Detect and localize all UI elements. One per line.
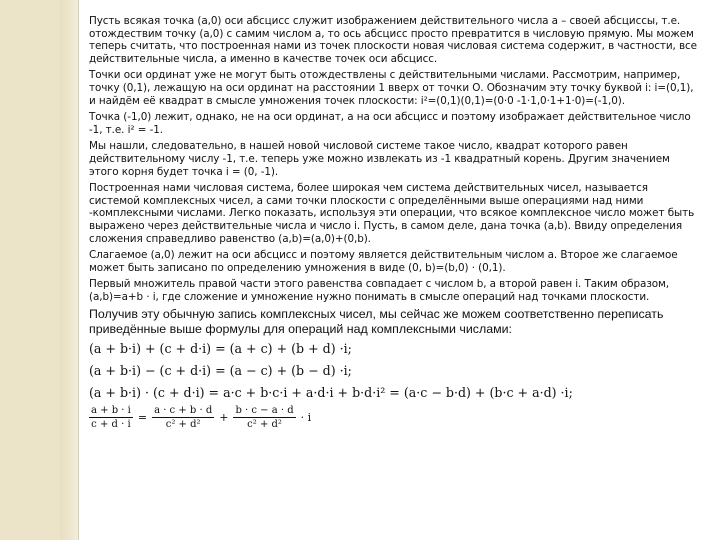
paragraph-complex-system: Построенная нами числовая система, более широкая чем система действительных чисел, называется системой комплексных чисел, а сами точки плоскости с определёнными выше операциями над ними -комплексными числами. Легко показать, используя эти операции, что всякое комплексное число может быть выражено через действительные числа и число i. Пусть, в самом деле, дана точка (а,b). Ввиду определения сложения справедливо равенство (a,b)=(a,0)+(0,b). [89, 182, 695, 245]
fraction-denominator: c + d · i [91, 419, 131, 431]
fraction-quotient [89, 405, 133, 430]
paragraph-summand: Слагаемое (а,0) лежит на оси абсцисс и поэтому является действительным числом а. Второе же слагаемое может быть записано по определению умножения в виде (0, b)=(b,0) · (0,1). [89, 249, 678, 274]
slide-content [89, 15, 701, 430]
decorative-sidebar [0, 0, 78, 540]
imaginary-unit-factor: · i [300, 411, 312, 425]
equals-sign: = [137, 411, 148, 425]
paragraph-formulas-intro: Получив эту обычную запись комплексных чисел, мы сейчас же можем соответственно переписать приведённые выше формулы для операций над комплексными числами: [89, 307, 664, 337]
sidebar-shade [60, 0, 78, 540]
paragraph-square-root: Мы нашли, следовательно, в нашей новой числовой системе такое число, квадрат которого равен действительному числу -1, т.е. теперь уже можно извлекать из -1 квадратный корень. Другим значением этого корня будет точка i = (0, -1). [89, 140, 670, 178]
fraction-real-part [152, 405, 214, 430]
fraction-imaginary-part [233, 405, 295, 430]
paragraph-first-factor: Первый множитель правой части этого равенства совпадает с числом b, а второй равен i. Таким образом, (a,b)=a+b · i, где сложение и умножение нужно понимать в смысле операций над точками плоскости. [89, 278, 670, 303]
fraction-numerator: a + b · i [91, 405, 131, 417]
paragraph-point-minus-one: Точка (-1,0) лежит, однако, не на оси ординат, а на оси абсцисс и поэтому изображает действительное число -1, т.е. i² = -1. [89, 111, 691, 136]
plus-sign: + [219, 411, 229, 425]
formula-division [89, 405, 701, 430]
formula-addition: (a + b·i) + (c + d·i) = (a + c) + (b + d) ·i; [89, 341, 352, 357]
fraction-denominator: c² + d² [247, 419, 282, 431]
fraction-numerator: b · c − a · d [235, 405, 294, 417]
fraction-denominator: c² + d² [165, 419, 201, 431]
formula-subtraction: (a + b·i) − (c + d·i) = (a − c) + (b − d) ·i; [89, 363, 352, 379]
page-edge-line [78, 0, 79, 540]
fraction-numerator: a · c + b · d [154, 405, 213, 417]
paragraph-real-axis: Пусть всякая точка (а,0) оси абсцисс служит изображением действительного числа а – своей абсциссы, т.е. отождествим точку (а,0) с самим числом а, то ось абсцисс просто превратится в числовую прямую. Мы можем теперь считать, что построенная нами из точек плоскости новая числовая система содержит, в частности, все действительные числа, а именно в качестве точек оси абсцисс. [89, 15, 697, 65]
paragraph-ordinate-points: Точки оси ординат уже не могут быть отождествлены с действительными числами. Рассмотрим, например, точку (0,1), лежащую на оси ординат на расстоянии 1 вверх от точки О. Обозначим эту точку буквой i: i=(0,1), и найдём её квадрат в смысле умножения точек плоскости: i²=(0,1)(0,1)=(0·0 -1·1,0·1+1·0)=(-1,0). [89, 69, 694, 107]
formula-multiplication: (a + b·i) · (c + d·i) = a·c + b·c·i + a·d·i + b·d·i² = (a·c − b·d) + (b·c + a·d) ·i; [89, 385, 573, 401]
